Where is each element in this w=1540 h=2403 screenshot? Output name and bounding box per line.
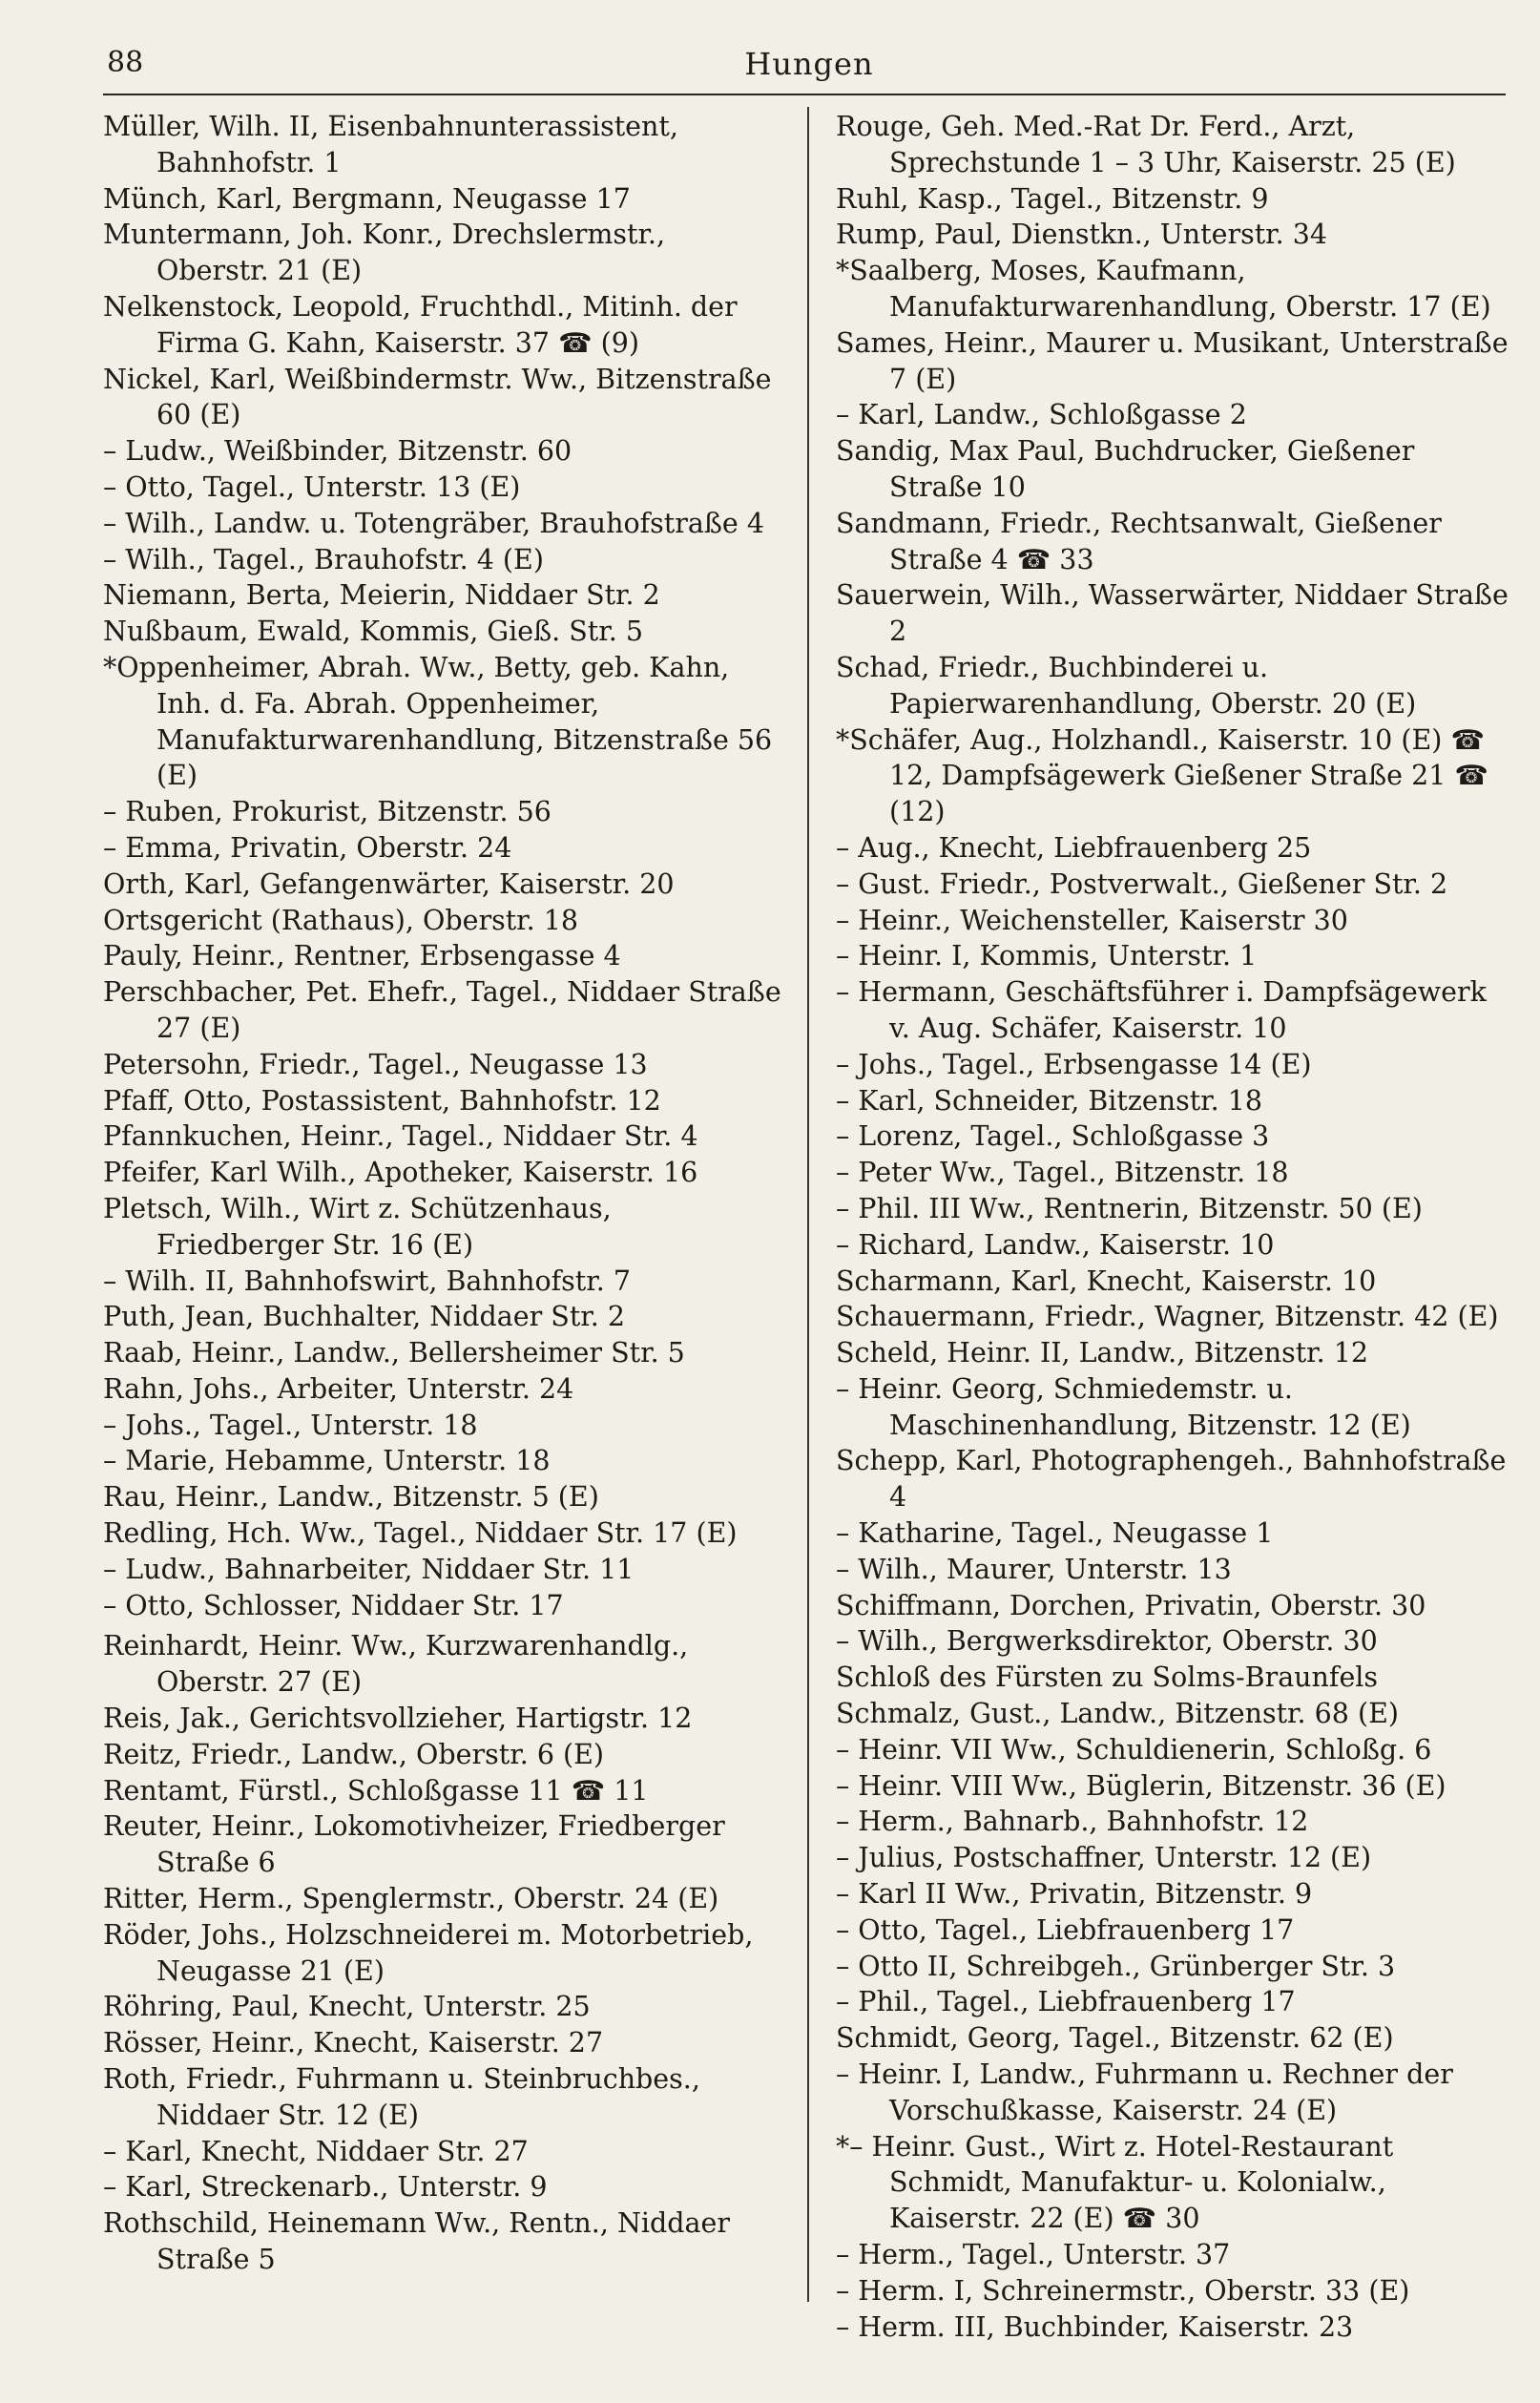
directory-entry: Rouge, Geh. Med.-Rat Dr. Ferd., Arzt, Sprechstunde 1 – 3 Uhr, Kaiserstr. 25 (E) (836, 111, 1456, 178)
directory-entry: – Wilh., Maurer, Unterstr. 13 (836, 1553, 1232, 1585)
directory-entry: – Karl, Landw., Schloßgasse 2 (836, 399, 1247, 431)
directory-entry: – Peter Ww., Tagel., Bitzenstr. 18 (836, 1157, 1289, 1189)
page-number: 88 (107, 46, 144, 79)
column-divider (807, 107, 809, 2302)
left-column (103, 109, 784, 2278)
directory-entry: Rump, Paul, Dienstkn., Unterstr. 34 (836, 219, 1328, 251)
directory-entry: – Heinr. VIII Ww., Büglerin, Bitzenstr. 36 (E) (836, 1769, 1446, 1802)
directory-entry: Pletsch, Wilh., Wirt z. Schützenhaus, Friedberger Str. 16 (E) (103, 1192, 612, 1261)
directory-entry: – Otto, Schlosser, Niddaer Str. 17 (103, 1589, 564, 1621)
directory-entry: *Schäfer, Aug., Holzhandl., Kaiserstr. 10 (E) ☎ 12, Dampfsägewerk Gießener Straße 21 ☎ (12) (836, 723, 1488, 828)
directory-entry: Schmalz, Gust., Landw., Bitzenstr. 68 (E) (836, 1698, 1399, 1730)
directory-entry: Reinhardt, Heinr. Ww., Kurzwarenhandlg., Oberstr. 27 (E) (103, 1630, 689, 1699)
header-rule (103, 94, 1506, 95)
directory-entry: Petersohn, Friedr., Tagel., Neugasse 13 (103, 1048, 648, 1080)
directory-entry: Rau, Heinr., Landw., Bitzenstr. 5 (E) (103, 1481, 599, 1514)
directory-entry: Schepp, Karl, Photographengeh., Bahnhofstraße 4 (836, 1445, 1507, 1514)
directory-entry: Rentamt, Fürstl., Schloßgasse 11 ☎ 11 (103, 1774, 649, 1807)
directory-entry: – Otto, Tagel., Unterstr. 13 (E) (103, 470, 521, 503)
directory-entry: Sandmann, Friedr., Rechtsanwalt, Gießener Straße 4 ☎ 33 (836, 507, 1442, 575)
directory-entry: *Oppenheimer, Abrah. Ww., Betty, geb. Kahn, Inh. d. Fa. Abrah. Oppenheimer, Manufakturwarenhandlung, Bitzenstraße 56 (E) (103, 651, 773, 792)
directory-entry: Pfannkuchen, Heinr., Tagel., Niddaer Str. 4 (103, 1120, 698, 1153)
directory-entry: Reitz, Friedr., Landw., Oberstr. 6 (E) (103, 1738, 605, 1770)
directory-entry: – Hermann, Geschäftsführer i. Dampfsägewerk v. Aug. Schäfer, Kaiserstr. 10 (836, 976, 1487, 1044)
directory-entry: Ruhl, Kasp., Tagel., Bitzenstr. 9 (836, 182, 1269, 215)
directory-entry: – Katharine, Tagel., Neugasse 1 (836, 1517, 1274, 1550)
directory-entry: – Wilh., Bergwerksdirektor, Oberstr. 30 (836, 1625, 1378, 1658)
directory-entry: Roth, Friedr., Fuhrmann u. Steinbruchbes., Niddaer Str. 12 (E) (103, 2063, 700, 2131)
directory-entry: – Karl, Knecht, Niddaer Str. 27 (103, 2135, 529, 2167)
place-title: Hungen (744, 46, 874, 82)
directory-entry: – Phil. III Ww., Rentnerin, Bitzenstr. 50 (E) (836, 1192, 1423, 1224)
directory-entry: Röder, Johs., Holzschneiderei m. Motorbetrieb, Neugasse 21 (E) (103, 1918, 754, 1987)
directory-entry: Pauly, Heinr., Rentner, Erbsengasse 4 (103, 940, 621, 972)
directory-entry: Reis, Jak., Gerichtsvollzieher, Hartigstr. 12 (103, 1703, 693, 1735)
directory-entry: – Wilh. II, Bahnhofswirt, Bahnhofstr. 7 (103, 1264, 632, 1297)
directory-entry: Pfeifer, Karl Wilh., Apotheker, Kaiserstr. 16 (103, 1157, 698, 1189)
directory-entry: Ritter, Herm., Spenglermstr., Oberstr. 24 (E) (103, 1883, 719, 1915)
directory-entry: – Emma, Privatin, Oberstr. 24 (103, 831, 512, 864)
directory-entry: – Heinr., Weichensteller, Kaiserstr 30 (836, 904, 1348, 936)
directory-entry: Scharmann, Karl, Knecht, Kaiserstr. 10 (836, 1264, 1377, 1297)
directory-entry: – Herm. I, Schreinermstr., Oberstr. 33 (E) (836, 2274, 1410, 2307)
directory-entry: Scheld, Heinr. II, Landw., Bitzenstr. 12 (836, 1337, 1369, 1369)
directory-entry: Muntermann, Joh. Konr., Drechslermstr., Oberstr. 21 (E) (103, 219, 666, 287)
directory-entry: Pfaff, Otto, Postassistent, Bahnhofstr. 12 (103, 1084, 661, 1117)
directory-entry: Nickel, Karl, Weißbindermstr. Ww., Bitzenstraße 60 (E) (103, 363, 772, 431)
directory-entry: – Karl II Ww., Privatin, Bitzenstr. 9 (836, 1878, 1313, 1911)
directory-entry: Müller, Wilh. II, Eisenbahnunterassistent, Bahnhofstr. 1 (103, 111, 678, 178)
directory-entry: – Herm., Bahnarb., Bahnhofstr. 12 (836, 1806, 1309, 1838)
page-header (103, 46, 1515, 88)
directory-entry: – Herm. III, Buchbinder, Kaiserstr. 23 (836, 2310, 1354, 2343)
directory-entry: – Johs., Tagel., Erbsengasse 14 (E) (836, 1048, 1312, 1080)
directory-entry: Puth, Jean, Buchhalter, Niddaer Str. 2 (103, 1301, 626, 1333)
directory-entry: – Wilh., Tagel., Brauhofstr. 4 (E) (103, 543, 544, 575)
directory-entry: Rothschild, Heinemann Ww., Rentn., Niddaer Straße 5 (103, 2207, 730, 2276)
directory-entry: Sames, Heinr., Maurer u. Musikant, Unterstraße 7 (E) (836, 326, 1509, 395)
directory-entry: – Karl, Schneider, Bitzenstr. 18 (836, 1084, 1263, 1117)
directory-entry: – Phil., Tagel., Liebfrauenberg 17 (836, 1986, 1296, 2018)
directory-entry: Reuter, Heinr., Lokomotivheizer, Friedberger Straße 6 (103, 1810, 725, 1879)
directory-entry: – Ludw., Bahnarbeiter, Niddaer Str. 11 (103, 1553, 635, 1585)
directory-entry: Nußbaum, Ewald, Kommis, Gieß. Str. 5 (103, 616, 643, 648)
directory-entry: – Richard, Landw., Kaiserstr. 10 (836, 1228, 1275, 1261)
directory-entry: Sandig, Max Paul, Buchdrucker, Gießener Straße 10 (836, 435, 1415, 503)
directory-entry: – Heinr. Georg, Schmiedemstr. u. Maschinenhandlung, Bitzenstr. 12 (E) (836, 1372, 1411, 1441)
directory-entry: – Wilh., Landw. u. Totengräber, Brauhofstraße 4 (103, 507, 764, 539)
directory-entry: – Heinr. I, Landw., Fuhrmann u. Rechner der Vorschußkasse, Kaiserstr. 24 (E) (836, 2058, 1453, 2126)
directory-entry: Orth, Karl, Gefangenwärter, Kaiserstr. 20 (103, 867, 675, 900)
directory-entry: – Gust. Friedr., Postverwalt., Gießener Str. 2 (836, 867, 1448, 900)
directory-entry: Perschbacher, Pet. Ehefr., Tagel., Niddaer Straße 27 (E) (103, 976, 781, 1044)
directory-entry: Schloß des Fürsten zu Solms-Braunfels (836, 1661, 1379, 1694)
directory-entry: – Johs., Tagel., Unterstr. 18 (103, 1409, 478, 1441)
directory-entry: Schauermann, Friedr., Wagner, Bitzenstr. 42 (E) (836, 1301, 1499, 1333)
directory-entry: – Ruben, Prokurist, Bitzenstr. 56 (103, 796, 551, 828)
directory-entry: *Saalberg, Moses, Kaufmann, Manufakturwarenhandlung, Oberstr. 17 (E) (836, 255, 1491, 323)
directory-entry: – Herm., Tagel., Unterstr. 37 (836, 2239, 1231, 2271)
directory-entry: – Heinr. VII Ww., Schuldienerin, Schloßg. 6 (836, 1733, 1432, 1766)
directory-entry: – Otto II, Schreibgeh., Grünberger Str. 3 (836, 1950, 1396, 1982)
directory-entry: Rahn, Johs., Arbeiter, Unterstr. 24 (103, 1372, 574, 1405)
directory-entry: – Aug., Knecht, Liebfrauenberg 25 (836, 831, 1312, 864)
directory-entry: Schad, Friedr., Buchbinderei u. Papierwarenhandlung, Oberstr. 20 (E) (836, 651, 1417, 720)
directory-entry: Redling, Hch. Ww., Tagel., Niddaer Str. 17 (E) (103, 1517, 738, 1550)
directory-entry: – Otto, Tagel., Liebfrauenberg 17 (836, 1913, 1295, 1946)
directory-entry: Schmidt, Georg, Tagel., Bitzenstr. 62 (E) (836, 2022, 1394, 2055)
directory-entry: Sauerwein, Wilh., Wasserwärter, Niddaer Straße 2 (836, 579, 1509, 648)
directory-entry: – Karl, Streckenarb., Unterstr. 9 (103, 2171, 548, 2204)
directory-entry: – Ludw., Weißbinder, Bitzenstr. 60 (103, 435, 572, 468)
directory-entry: – Julius, Postschaffner, Unterstr. 12 (E) (836, 1842, 1372, 1874)
directory-entry: Niemann, Berta, Meierin, Niddaer Str. 2 (103, 579, 660, 612)
directory-entry: Nelkenstock, Leopold, Fruchthdl., Mitinh. der Firma G. Kahn, Kaiserstr. 37 ☎ (9) (103, 290, 738, 359)
right-column (836, 109, 1513, 2345)
directory-entry: Rösser, Heinr., Knecht, Kaiserstr. 27 (103, 2027, 604, 2059)
directory-entry: *– Heinr. Gust., Wirt z. Hotel-Restaurant Schmidt, Manufaktur- u. Kolonialw., Kaiserstr. 22 (E) ☎ 30 (836, 2130, 1394, 2235)
directory-entry: – Heinr. I, Kommis, Unterstr. 1 (836, 940, 1258, 972)
directory-entry: Münch, Karl, Bergmann, Neugasse 17 (103, 182, 631, 215)
directory-entry: – Lorenz, Tagel., Schloßgasse 3 (836, 1120, 1270, 1153)
directory-entry: – Marie, Hebamme, Unterstr. 18 (103, 1445, 551, 1477)
directory-entry: Schiffmann, Dorchen, Privatin, Oberstr. 30 (836, 1589, 1426, 1621)
directory-entry: Raab, Heinr., Landw., Bellersheimer Str. 5 (103, 1337, 685, 1369)
directory-entry: Ortsgericht (Rathaus), Oberstr. 18 (103, 904, 579, 936)
directory-entry: Röhring, Paul, Knecht, Unterstr. 25 (103, 1991, 591, 2023)
